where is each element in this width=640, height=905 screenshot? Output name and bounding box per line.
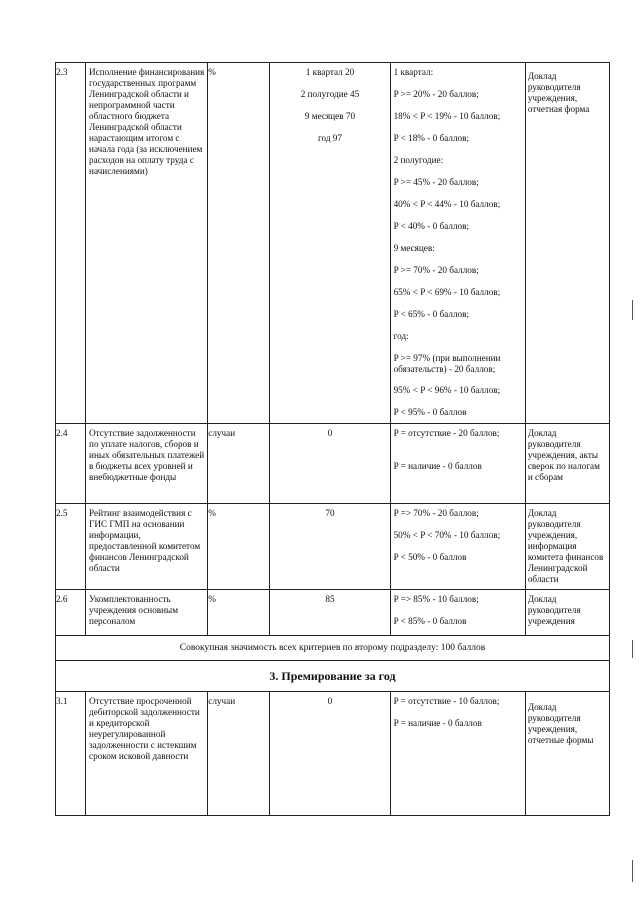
source-cell: Доклад руководителя учреждения, отчетные формы bbox=[525, 692, 609, 816]
score-rule: P >= 97% (при выполнении обязательств) - 20 баллов; bbox=[393, 353, 501, 374]
score-rule: 9 месяцев: bbox=[393, 243, 435, 253]
row-number-cell: 2.6 bbox=[56, 590, 86, 636]
table-row bbox=[56, 692, 610, 816]
source-cell: Доклад руководителя учреждения, акты сверок по налогам и сборам bbox=[525, 424, 609, 504]
row-number-cell: 2.4 bbox=[56, 424, 86, 504]
score-rule: 50% < P < 70% - 10 баллов; bbox=[393, 530, 501, 540]
score-rule: P < 65% - 0 баллов; bbox=[393, 309, 469, 319]
scan-artifact bbox=[632, 300, 633, 320]
unit-cell: случаи bbox=[208, 424, 270, 504]
score-rule: P < 40% - 0 баллов; bbox=[393, 221, 469, 231]
unit-cell: случаи bbox=[208, 692, 270, 816]
unit-cell: % bbox=[208, 504, 270, 590]
scoring-cell bbox=[390, 590, 525, 636]
scan-artifact bbox=[632, 860, 633, 882]
scoring-cell bbox=[390, 504, 525, 590]
score-rule: P < 50% - 0 баллов bbox=[393, 552, 467, 562]
scoring-cell bbox=[390, 692, 525, 816]
unit-cell: % bbox=[208, 63, 270, 424]
table-row bbox=[56, 424, 610, 504]
table-row bbox=[56, 63, 610, 424]
source-cell: Доклад руководителя учреждения, отчетная форма bbox=[525, 63, 609, 424]
score-rule: P => 70% - 20 баллов; bbox=[393, 508, 479, 518]
score-rule: 18% < P < 19% - 10 баллов; bbox=[393, 111, 501, 121]
score-rule: P = отсутствие - 10 баллов; bbox=[393, 696, 500, 706]
scan-artifact bbox=[632, 640, 633, 658]
summary-text: Совокупная значимость всех критериев по второму подразделу: 100 баллов bbox=[56, 636, 610, 661]
criteria-table bbox=[55, 62, 610, 816]
target-values-cell bbox=[270, 590, 390, 636]
criterion-name-cell: Отсутствие задолженности по уплате налогов, сборов и иных обязательных платежей в бюджеты всех уровней и внебюджетные фонды bbox=[86, 424, 208, 504]
source-cell: Доклад руководителя учреждения, информация комитета финансов Ленинградской области bbox=[525, 504, 609, 590]
score-rule: 95% < P < 96% - 10 баллов; bbox=[393, 385, 501, 395]
target-value: 2 полугодие 45 bbox=[300, 89, 360, 99]
criterion-name-cell: Исполнение финансирования государственных программ Ленинградской области и непрограммной части областного бюджета Ленинградской области нарастающим итогом с начала года (за исключением расходов на оплату труда с начислениями) bbox=[86, 63, 208, 424]
section-heading-row bbox=[56, 661, 610, 692]
score-rule: 2 полугодие: bbox=[393, 155, 444, 165]
row-number-cell: 3.1 bbox=[56, 692, 86, 816]
target-value: 1 квартал 20 bbox=[305, 67, 355, 77]
score-rule: год: bbox=[393, 331, 409, 341]
score-rule: P < 18% - 0 баллов; bbox=[393, 133, 469, 143]
target-value: 0 bbox=[327, 696, 333, 706]
target-values-cell bbox=[270, 63, 390, 424]
score-rule: P < 95% - 0 баллов bbox=[393, 407, 467, 417]
score-rule: 40% < P < 44% - 10 баллов; bbox=[393, 199, 501, 209]
criterion-name-cell: Отсутствие просроченной дебиторской задолженности и кредиторской неурегулированной задолженности с истекшим сроком исковой давности bbox=[86, 692, 208, 816]
unit-cell: % bbox=[208, 590, 270, 636]
score-rule: P => 85% - 10 баллов; bbox=[393, 594, 479, 604]
score-rule: P >= 70% - 20 баллов; bbox=[393, 265, 479, 275]
target-value: 0 bbox=[327, 428, 333, 438]
section-title: 3. Премирование за год bbox=[56, 661, 610, 692]
summary-row bbox=[56, 636, 610, 661]
scoring-cell bbox=[390, 424, 525, 504]
target-values-cell bbox=[270, 424, 390, 504]
target-value: 70 bbox=[325, 508, 335, 518]
target-value: 9 месяцев 70 bbox=[304, 111, 356, 121]
target-values-cell bbox=[270, 504, 390, 590]
target-values-cell bbox=[270, 692, 390, 816]
criterion-name-cell: Рейтинг взаимодействия с ГИС ГМП на основании информации, предоставленной комитетом финансов Ленинградской области bbox=[86, 504, 208, 590]
target-value: 85 bbox=[325, 594, 335, 604]
row-number-cell: 2.3 bbox=[56, 63, 86, 424]
score-rule: P >= 45% - 20 баллов; bbox=[393, 177, 479, 187]
score-rule: 65% < P < 69% - 10 баллов; bbox=[393, 287, 501, 297]
table-row bbox=[56, 504, 610, 590]
score-rule: P >= 20% - 20 баллов; bbox=[393, 89, 479, 99]
score-rule: P < 85% - 0 баллов bbox=[393, 616, 467, 626]
score-rule: 1 квартал: bbox=[393, 67, 434, 77]
scoring-cell bbox=[390, 63, 525, 424]
target-value: год 97 bbox=[317, 133, 342, 143]
source-cell: Доклад руководителя учреждения bbox=[525, 590, 609, 636]
row-number-cell: 2.5 bbox=[56, 504, 86, 590]
criterion-name-cell: Укомплектованность учреждения основным персоналом bbox=[86, 590, 208, 636]
score-rule: P = наличие - 0 баллов bbox=[393, 461, 482, 471]
score-rule: P = отсутствие - 20 баллов; bbox=[393, 428, 500, 438]
score-rule: P = наличие - 0 баллов bbox=[393, 718, 482, 728]
table-row bbox=[56, 590, 610, 636]
